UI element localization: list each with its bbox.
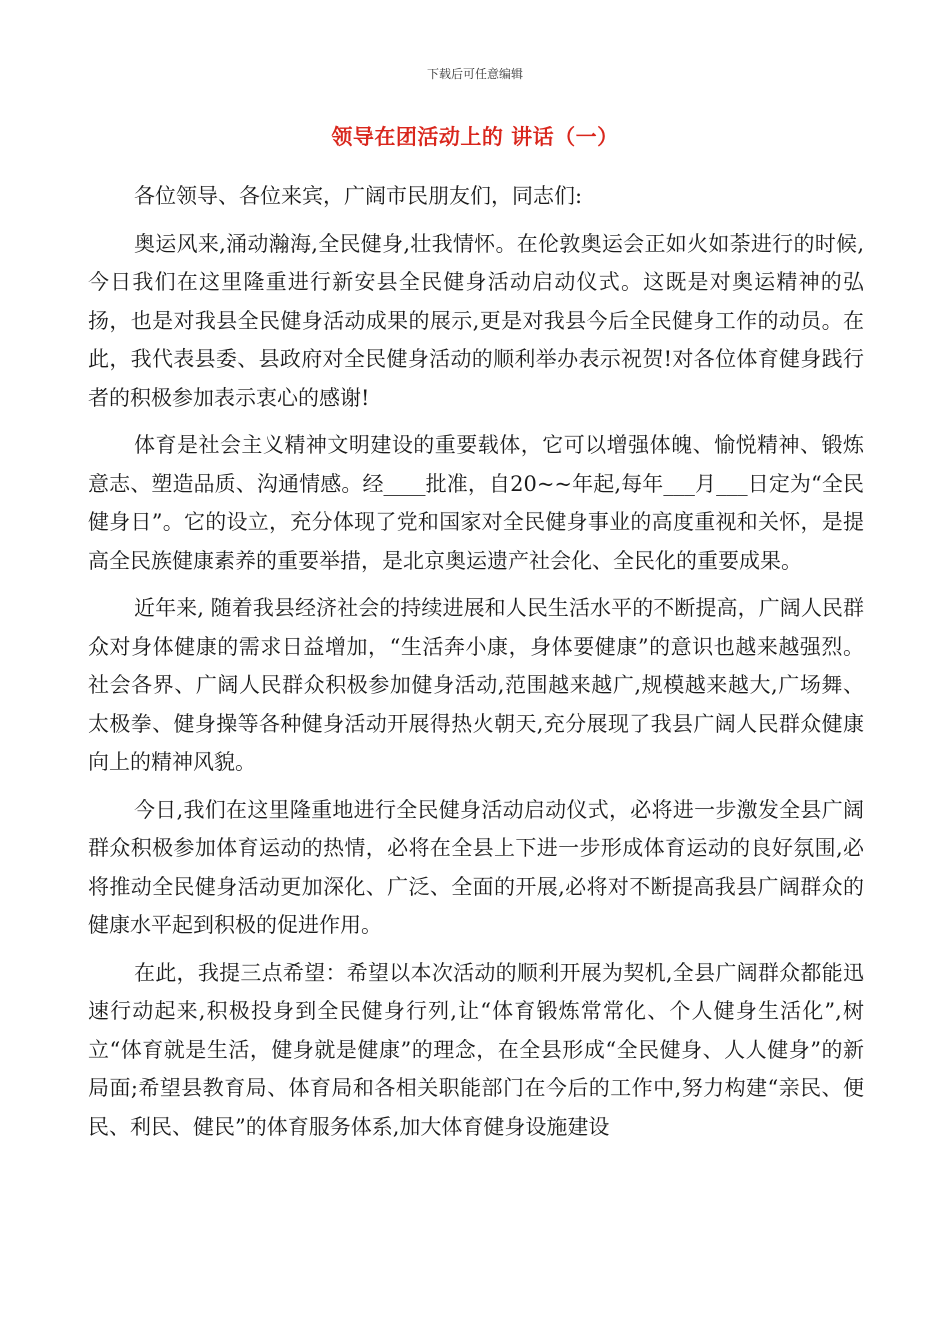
download-note: 下载后可任意编辑: [426, 67, 523, 81]
body-paragraph: 奥运风来,涌动瀚海,全民健身,壮我情怀。在伦敦奥运会正如火如荼进行的时候,今日我们在这里隆重进行新安县全民健身活动启动仪式。这既是对奥运精神的弘扬，也是对我县全民健身活动成果的展示,更是对我县今后全民健身工作的动员。在此，我代表县委、县政府对全民健身活动的顺利举办表示祝贺!对各位体育健身践行者的积极参加表示衷心的感谢!: [88, 231, 864, 410]
document-title: 领导在团活动上的 讲话（一）: [331, 125, 619, 149]
body-paragraph: 体育是社会主义精神文明建设的重要载体，它可以增强体魄、愉悦精神、锻炼意志、塑造品质、沟通情感。经____批准，自20~~年起,每年___月___日定为“全民健身日”。它的设立，充分体现了党和国家对全民健身事业的高度重视和关怀，是提高全民族健康素养的重要举措，是北京奥运遗产社会化、全民化的重要成果。: [88, 433, 864, 573]
speech-body: [88, 177, 864, 1155]
body-paragraph: 近年来, 随着我县经济社会的持续进展和人民生活水平的不断提高，广阔人民群众对身体健康的需求日益增加，“生活奔小康，身体要健康”的意识也越来越强烈。社会各界、广阔人民群众积极参加健身活动,范围越来越广,规模越来越大,广场舞、太极拳、健身操等各种健身活动开展得热火朝天,充分展现了我县广阔人民群众健康向上的精神风貌。: [88, 596, 864, 774]
body-paragraph: 在此，我提三点希望：希望以本次活动的顺利开展为契机,全县广阔群众都能迅速行动起来,积极投身到全民健身行列,让“体育锻炼常常化、个人健身生活化”,树立“体育就是生活，健身就是健康”的理念，在全县形成“全民健身、人人健身”的新局面;希望县教育局、体育局和各相关职能部门在今后的工作中,努力构建“亲民、便民、利民、健民”的体育服务体系,加大体育健身设施建设: [88, 960, 864, 1139]
body-paragraph: 今日,我们在这里隆重地进行全民健身活动启动仪式，必将进一步激发全县广阔群众积极参加体育运动的热情，必将在全县上下进一步形成体育运动的良好氛围,必将推动全民健身活动更加深化、广泛、全面的开展,必将对不断提高我县广阔群众的健康水平起到积极的促进作用。: [88, 797, 864, 937]
salutation-paragraph: 各位领导、各位来宾，广阔市民朋友们，同志们:: [134, 184, 583, 208]
